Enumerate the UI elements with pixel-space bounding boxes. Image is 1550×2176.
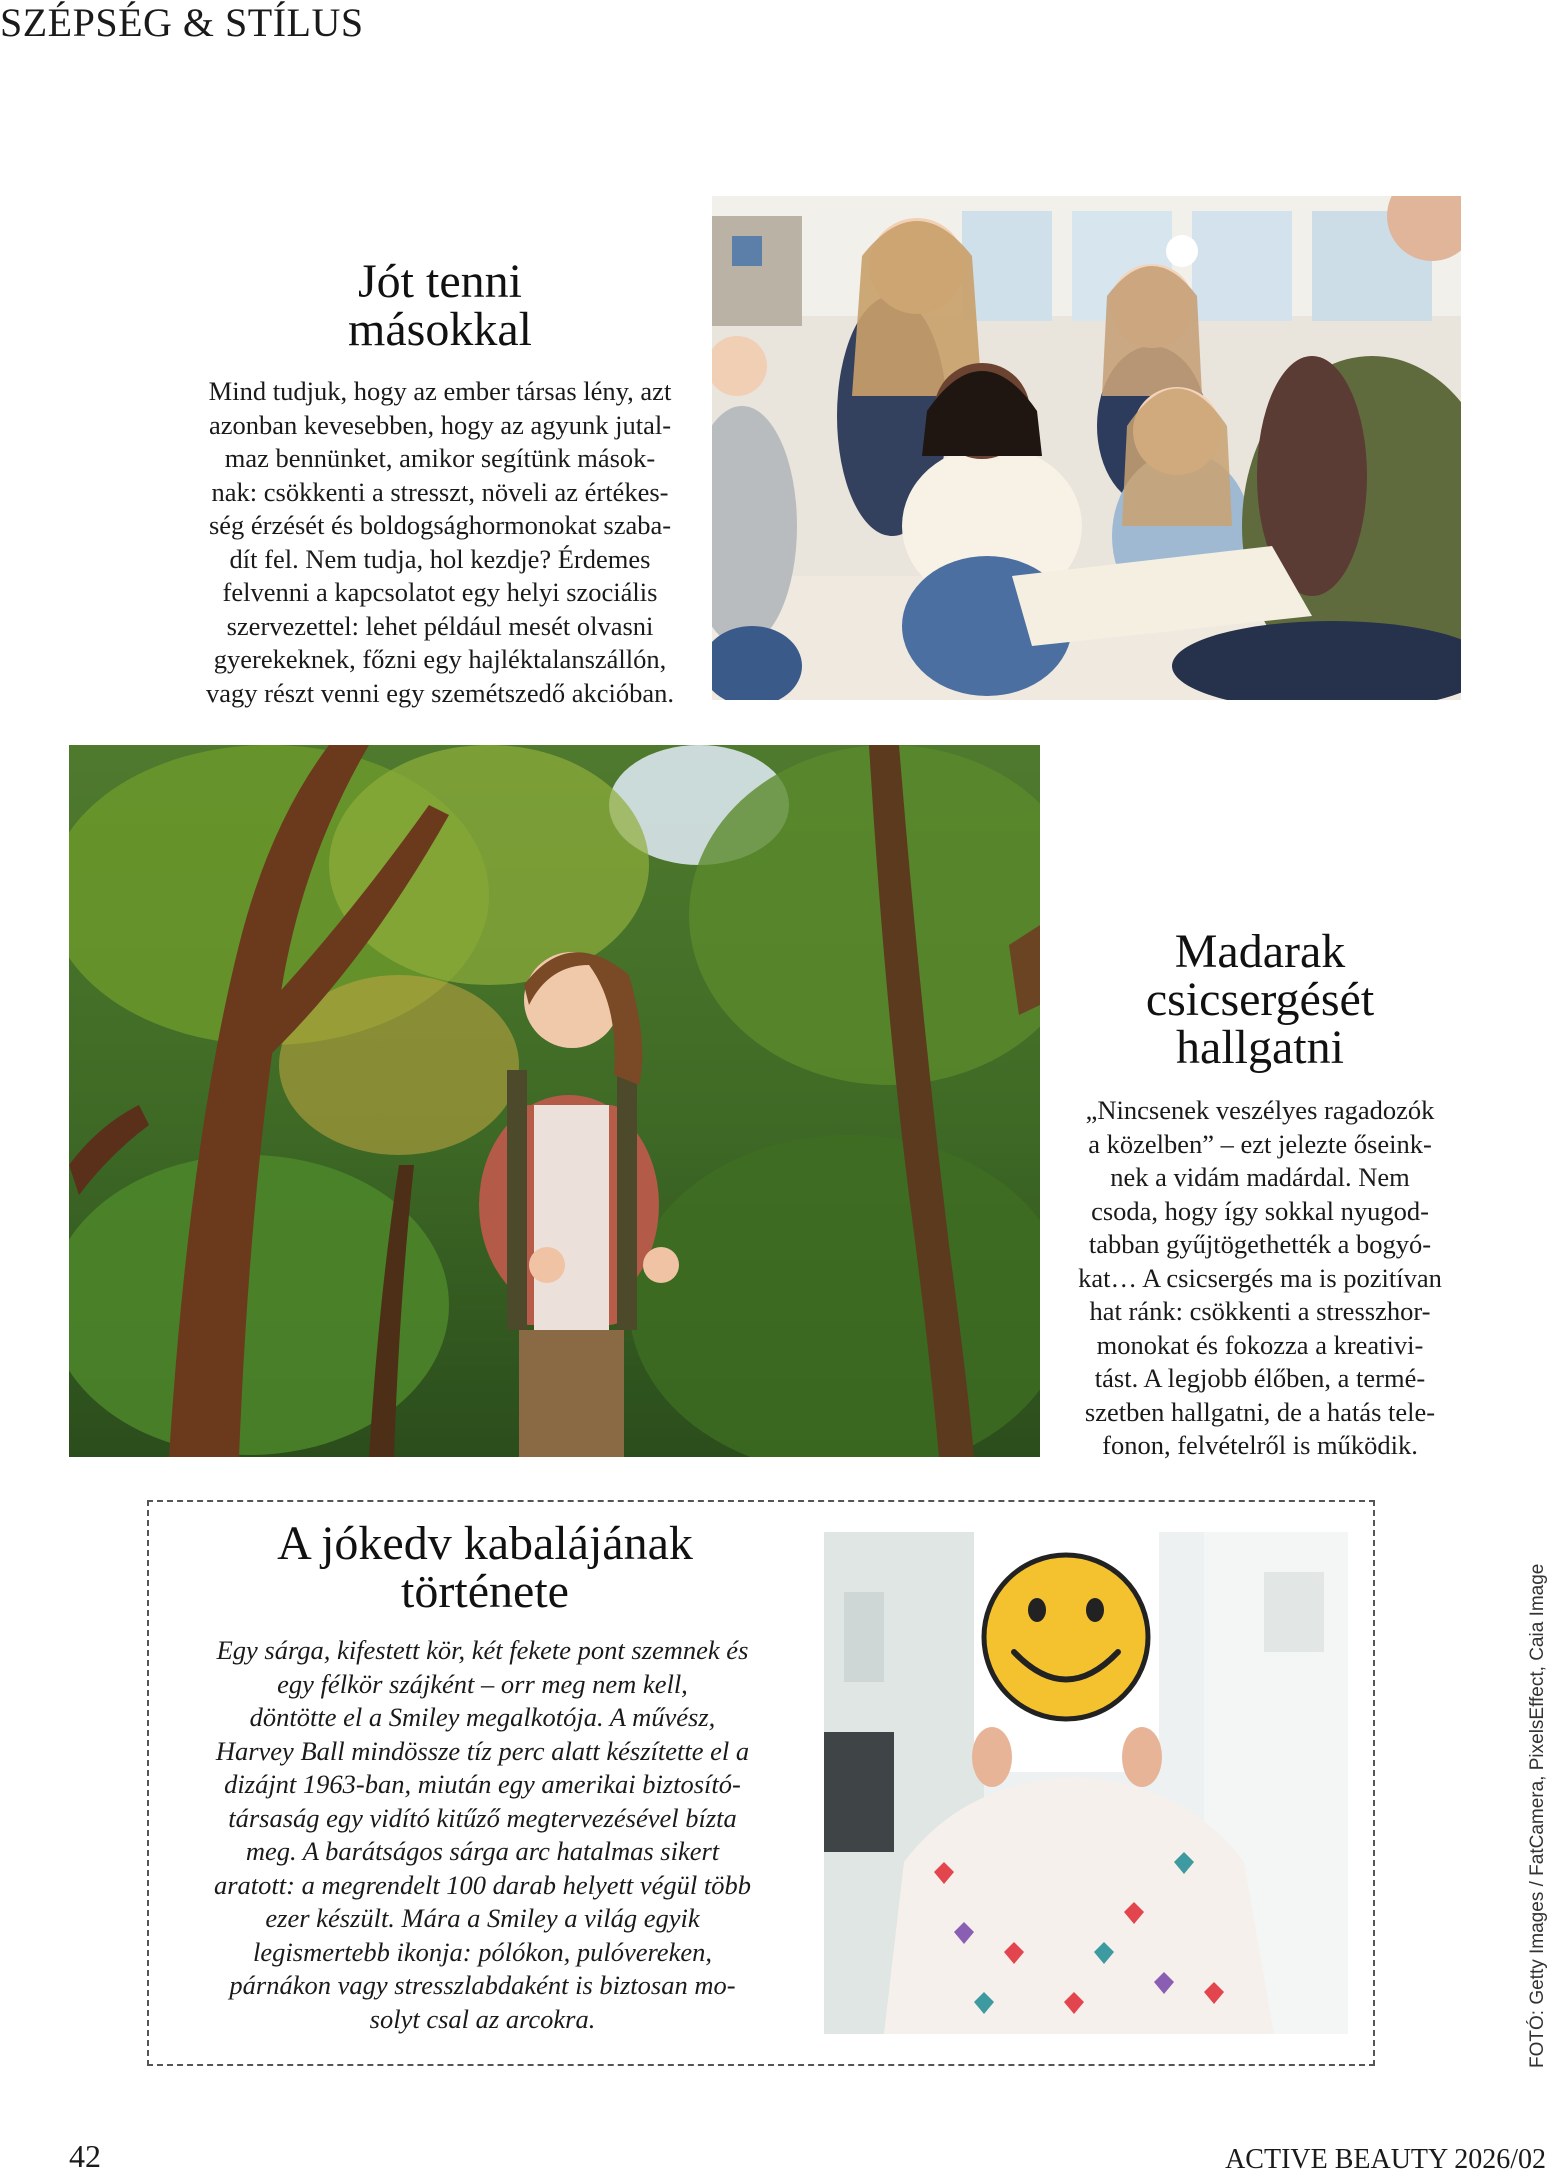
article2-title-line3: hallgatni (1176, 1021, 1344, 1074)
article2-line: fonon, felvételről is működik. (1102, 1430, 1418, 1460)
article2-title-line2: csicsergését (1145, 973, 1375, 1026)
article3-title-line2: története (401, 1565, 569, 1618)
article1-line: azonban kevesebben, hogy az agyunk jutal- (208, 409, 672, 440)
article3-line: meg. A barátságos sárga arc hatalmas sikert (245, 1836, 720, 1866)
children-photo (712, 196, 1461, 700)
photo-credit: FOTÓ: Getty Images / FatCamera, PixelsEffect, Caia Image (1527, 1563, 1548, 2068)
article1-line: Mind tudjuk, hogy az ember társas lény, azt (208, 376, 672, 406)
article3-line: párnákon vagy stresszlabdaként is biztosan mo- (229, 1970, 736, 2000)
article3-line: társaság egy vidító kitűző megtervezésével bízta (228, 1802, 737, 1833)
article2-title (1040, 925, 1480, 1074)
page-number: 42 (69, 2138, 101, 2174)
article3-line: egy félkör szájként – orr meg nem kell, (277, 1668, 688, 1699)
smiley-photo (824, 1532, 1348, 2034)
article3-line: legismertebb ikonja: pólókon, pulóvereken, (253, 1936, 712, 1967)
article2-line: „Nincsenek veszélyes ragadozók (1085, 1095, 1435, 1125)
article3-body (175, 1634, 790, 2036)
article1-line: dít fel. Nem tudja, hol kezdje? Érdemes (229, 543, 651, 574)
article1-line: nak: csökkenti a stresszt, növeli az értékes- (211, 476, 669, 507)
article3-title (190, 1517, 780, 1618)
article1-title-line2: másokkal (348, 303, 532, 356)
article2-line: csoda, hogy így sokkal nyugod- (1091, 1195, 1429, 1226)
article2-line: monokat és fokozza a kreativi- (1096, 1329, 1424, 1360)
article2-title-line1: Madarak (1174, 925, 1346, 978)
article1-line: szervezettel: lehet például mesét olvasni (226, 610, 654, 641)
magazine-issue: ACTIVE BEAUTY 2026/02 (1225, 2144, 1546, 2175)
article3-line: Egy sárga, kifestett kör, két fekete pont szemnek és (216, 1635, 749, 1665)
section-label: SZÉPSÉG & STÍLUS (0, 0, 364, 45)
article3-line: Harvey Ball mindössze tíz perc alatt készítette el a (215, 1735, 750, 1766)
article2-line: a közelben” – ezt jelezte őseink- (1088, 1128, 1432, 1159)
article1-line: maz bennünket, amikor segítünk mások- (224, 443, 656, 473)
article3-line: ezer készült. Mára a Smiley a világ egyik (265, 1903, 700, 1933)
article2-line: tabban gyűjtögethették a bogyó- (1088, 1229, 1432, 1259)
article3-title-line1: A jókedv kabalájának (277, 1517, 693, 1570)
article2-line: kat… A csicsergés ma is pozitívan (1078, 1262, 1442, 1293)
article1-title-line1: Jót tenni (358, 255, 522, 308)
article3-line: dizájnt 1963-ban, miután egy amerikai biztosító- (224, 1769, 741, 1799)
article2-line: nek a vidám madárdal. Nem (1110, 1162, 1410, 1192)
article2-line: tást. A legjobb élőben, a termé- (1094, 1363, 1426, 1393)
article2-body (1040, 1094, 1480, 1463)
article3-line: solyt csal az arcokra. (369, 2003, 596, 2034)
article1-line: gyerekeknek, főzni egy hajléktalanszállón, (213, 644, 667, 674)
article1-line: ség érzését és boldogsághormonokat szaba- (208, 510, 672, 540)
article1-title (180, 255, 700, 356)
article1-line: vagy részt venni egy szemétszedő akcióban. (206, 677, 674, 708)
article1-line: felvenni a kapcsolatot egy helyi szociális (222, 577, 658, 607)
article3-line: döntötte el a Smiley megalkotója. A művész, (249, 1702, 716, 1732)
article3-line: aratott: a megrendelt 100 darab helyett végül több (213, 1869, 751, 1900)
article1-body (165, 375, 715, 710)
article2-line: hat ránk: csökkenti a stresszhor- (1089, 1296, 1431, 1326)
article2-line: szetben hallgatni, de a hatás tele- (1084, 1396, 1436, 1427)
forest-photo (69, 745, 1040, 1457)
